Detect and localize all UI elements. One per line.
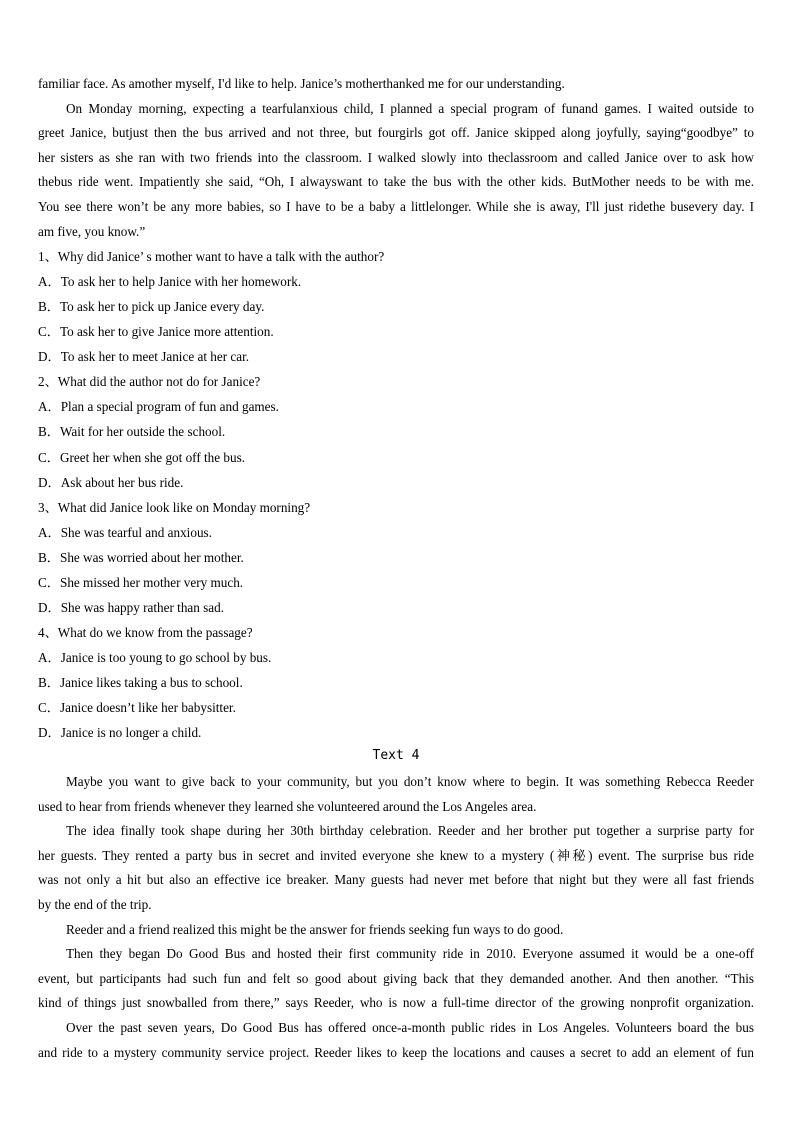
answer-option: D．To ask her to meet Janice at her car. <box>38 349 250 365</box>
text-line: event, but participants had such fun and felt so good about giving back that they demanded another. And then another. “This <box>38 970 754 986</box>
text-line: am five, you know.” <box>38 223 146 239</box>
text-line: You see there won’t be any more babies, so I have to be a baby a littlelonger. While she is away, I'll just ridethe busevery day. I <box>38 198 754 214</box>
text-line: familiar face. As amother myself, I'd like to help. Janice’s motherthanked me for our understanding. <box>38 76 565 91</box>
passage-3 <box>38 72 754 244</box>
text-line: her guests. They rented a party bus in secret and invited everyone she knew to a mystery (神秘) event. The surprise bus ride <box>38 847 754 863</box>
answer-option: A．Plan a special program of fun and games. <box>38 399 279 415</box>
passage-4 <box>38 770 754 1065</box>
answer-option: A．To ask her to help Janice with her homework. <box>38 274 302 290</box>
answer-option: C．Janice doesn’t like her babysitter. <box>38 700 236 715</box>
answer-option: D．She was happy rather than sad. <box>38 599 225 615</box>
text-line: greet Janice, butjust then the bus arrived and not three, but fourgirls got off. Janice skipped along joyfully, saying“goodbye” to <box>38 125 754 141</box>
text-line: Over the past seven years, Do Good Bus has offered once-a-month public rides in Los Angeles. Volunteers board the bus <box>66 1020 754 1036</box>
questions <box>38 244 754 745</box>
text-line: her sisters as she ran with two friends into the classroom. I walked slowly into theclassroom and called Janice over to ask how <box>38 149 754 165</box>
question-stem: 4、What do we know from the passage? <box>38 624 253 640</box>
answer-option: B．She was worried about her mother. <box>38 549 244 565</box>
question-stem: 2、What did the author not do for Janice? <box>38 374 261 390</box>
question-stem: 1、Why did Janice’ s mother want to have a talk with the author? <box>38 249 385 265</box>
text-line: was not only a hit but also an effective ice breaker. Many guests had never met before that night but they were all fast friends <box>38 872 754 888</box>
text-line: Then they began Do Good Bus and hosted their first community ride in 2010. Everyone assumed it would be a one-off <box>66 946 754 962</box>
text-line: and ride to a mystery community service project. Reeder likes to keep the locations and causes a secret to add an element of fun <box>38 1044 754 1060</box>
text-line: by the end of the trip. <box>38 897 152 913</box>
document-page <box>38 72 754 1065</box>
question-stem: 3、What did Janice look like on Monday morning? <box>38 499 311 515</box>
answer-option: C．Greet her when she got off the bus. <box>38 449 246 465</box>
text-line: Maybe you want to give back to your community, but you don’t know where to begin. It was something Rebecca Reeder <box>66 774 754 790</box>
section-heading-text-4: Text 4 <box>372 748 420 764</box>
answer-option: A．Janice is too young to go school by bus. <box>38 649 272 665</box>
text-line: thebus ride went. Impatiently she said, “Oh, I alwayswant to take the bus with the other kids. ButMother needs to be with me. <box>38 174 754 190</box>
answer-option: D．Ask about her bus ride. <box>38 474 184 490</box>
text-line: The idea finally took shape during her 30th birthday celebration. Reeder and her brother put together a surprise party for <box>66 823 754 839</box>
answer-option: B．Wait for her outside the school. <box>38 424 226 440</box>
answer-option: B．Janice likes taking a bus to school. <box>38 674 243 690</box>
answer-option: B．To ask her to pick up Janice every day. <box>38 299 265 315</box>
answer-option: D．Janice is no longer a child. <box>38 725 202 741</box>
answer-option: A．She was tearful and anxious. <box>38 524 212 540</box>
text-line: used to hear from friends whenever they learned she volunteered around the Los Angeles area. <box>38 798 537 814</box>
text-line: kind of things just snowballed from there,” says Reeder, who is now a full-time director of the growing nonprofit organization. <box>38 995 754 1011</box>
text-line: Reeder and a friend realized this might be the answer for friends seeking fun ways to do good. <box>66 921 564 937</box>
answer-option: C．To ask her to give Janice more attention. <box>38 324 274 340</box>
answer-option: C．She missed her mother very much. <box>38 574 244 590</box>
text-line: On Monday morning, expecting a tearfulanxious child, I planned a special program of funand games. I waited outside to <box>66 100 754 116</box>
